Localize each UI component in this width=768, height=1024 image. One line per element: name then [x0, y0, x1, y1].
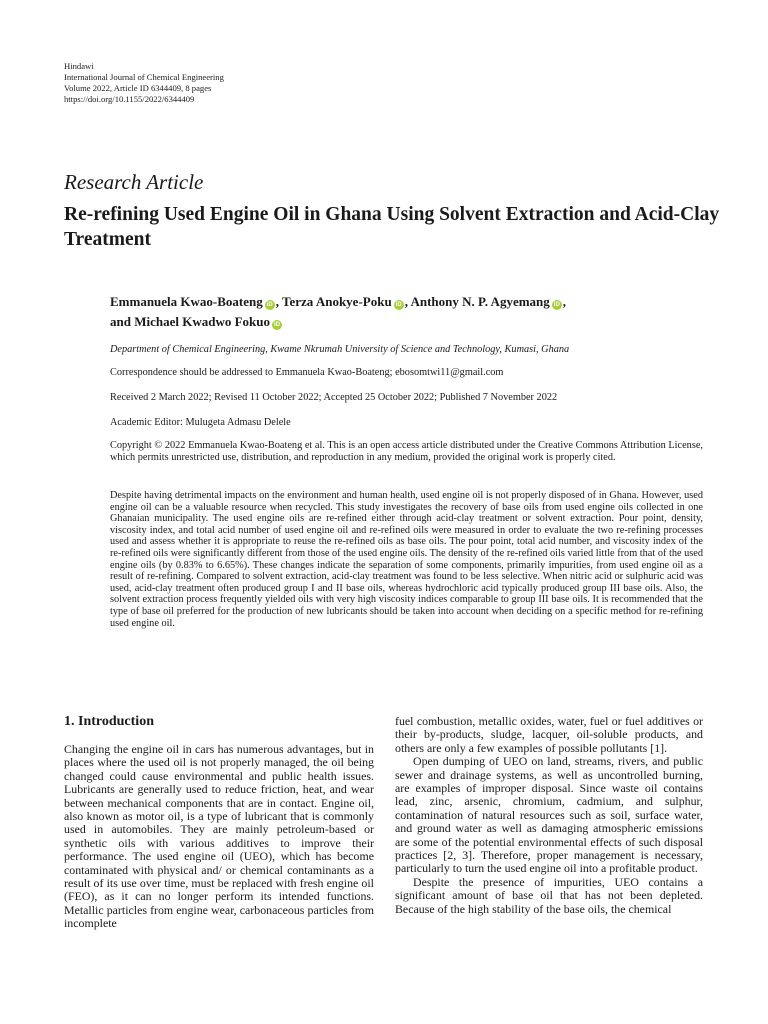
academic-editor: Academic Editor: Mulugeta Admasu Delele	[110, 417, 291, 428]
orcid-icon[interactable]: iD	[395, 302, 402, 308]
article-type: Research Article	[64, 170, 204, 194]
body-paragraph: fuel combustion, metallic oxides, water, fuel or fuel additives or their by-products, sludge, lacquer, oil-soluble products, and others are only a few examples of possible pollutants [1].	[395, 714, 703, 755]
affiliation: Department of Chemical Engineering, Kwame Nkrumah University of Science and Technology, Kumasi, Ghana	[110, 344, 570, 355]
body-paragraph: Open dumping of UEO on land, streams, rivers, and public sewer and drainage systems, as well as uncontrolled burning, are examples of improper disposal. Since waste oil contains lead, zinc, arsenic, chromium, cadmium, and sulphur, contamination of natural resources such as soil, surface water, and ground water as well as damaging atmospheric emissions are some of the potential environmental effects of such disposal practices [2, 3]. Therefore, proper management is necessary, particularly to turn the used engine oil into a profitable product.	[395, 754, 703, 876]
author-name: Michael Kwadwo Fokuo	[134, 314, 271, 329]
abstract: Despite having detrimental impacts on the environment and human health, used engine oil is not properly disposed of in Ghana. However, used engine oil can be a valuable resource when recycled. This study investigates the recovery of base oils from used engine oils collected in one Ghanaian municipality. The used engine oils are re-refined either through acid-clay treatment or solvent extraction. Pour point, density, viscosity index, and total acid number of used engine oil and re-refined oils were measured in order to evaluate the two re-refining processes used and assess whether it is appropriate to reuse the re-refined oils as base oils. The pour point, total acid number, and viscosity index of the re-refined oils were significantly different from those of the used engine oils. The density of the re-refined oils varied little from that of the used engine oils (by 0.83% to 6.65%). These changes indicate the separation of some components, primarily impurities, from used engine oil as a result of re-refining. Compared to solvent extraction, acid-clay treatment was found to be less selective. When nitric acid or sulphuric acid was used, acid-clay treatment often produced group I and II base oils, whereas hydrochloric acid typically produced group III base oils. Also, the solvent extraction process frequently yielded oils with very high viscosity indices comparable to group III base oils. It is recommended that the type of base oil preferred for the production of new lubricants should be taken into account when deciding on a specific method for re-refining used engine oil.	[110, 490, 703, 629]
author-name: Terza Anokye-Poku	[282, 294, 392, 309]
body-paragraph: Despite the presence of impurities, UEO contains a significant amount of base oil that has not been depleted. Because of the high stability of the base oils, the chemical	[395, 874, 703, 916]
author-name: Anthony N. P. Agyemang	[410, 294, 550, 309]
author-name: Emmanuela Kwao-Boateng	[110, 294, 263, 309]
copyright-notice: Copyright © 2022 Emmanuela Kwao-Boateng et al. This is an open access article distributed under the Creative Commons Attribution License, which permits unrestricted use, distribution, and reproduction in any medium, provided the original work is properly cited.	[110, 440, 703, 463]
orcid-icon[interactable]: iD	[274, 322, 281, 328]
publisher-name: Hindawi	[64, 61, 94, 71]
body-paragraph: Changing the engine oil in cars has numerous advantages, but in places where the used oil is not properly managed, the oil being changed could cause environmental and public health issues. Lubricants are generally used to reduce friction, heat, and wear between mechanical components that are in contact. Engine oil, also known as motor oil, is a type of lubricant that is commonly used in automobiles. They are mainly petroleum-based or synthetic oils with various additives to improve their performance. The used engine oil (UEO), which has become contaminated with physical and/ or chemical contaminants as a result of its use over time, must be replaced with fresh engine oil (FEO), as it can no longer perform its intended functions. Metallic particles from engine wear, carbonaceous particles from incomplete	[64, 742, 374, 931]
correspondence: Correspondence should be addressed to Emmanuela Kwao-Boateng; ebosomtwi11@gmail.com	[110, 367, 504, 378]
publication-dates: Received 2 March 2022; Revised 11 October 2022; Accepted 25 October 2022; Published 7 November 2022	[110, 392, 558, 403]
paper-title: Re-refining Used Engine Oil in Ghana Using Solvent Extraction and Acid-Clay Treatment	[64, 204, 720, 250]
orcid-icon[interactable]: iD	[266, 302, 273, 308]
author-conjunction: and	[110, 314, 131, 329]
body-column-left	[64, 743, 374, 931]
volume-info: Volume 2022, Article ID 6344409, 8 pages	[64, 83, 212, 93]
journal-name: International Journal of Chemical Engineering	[64, 72, 224, 82]
author-list: Emmanuela Kwao-Boateng iD , Terza Anokye-Poku iD , Anthony N. P. Agyemang iD , and Michael Kwadwo Fokuo iD	[110, 294, 567, 329]
journal-header	[64, 61, 224, 105]
doi-link[interactable]: https://doi.org/10.1155/2022/6344409	[64, 94, 195, 104]
body-column-right	[395, 715, 703, 916]
section-heading: 1. Introduction	[64, 714, 154, 729]
orcid-icon[interactable]: iD	[553, 302, 560, 308]
